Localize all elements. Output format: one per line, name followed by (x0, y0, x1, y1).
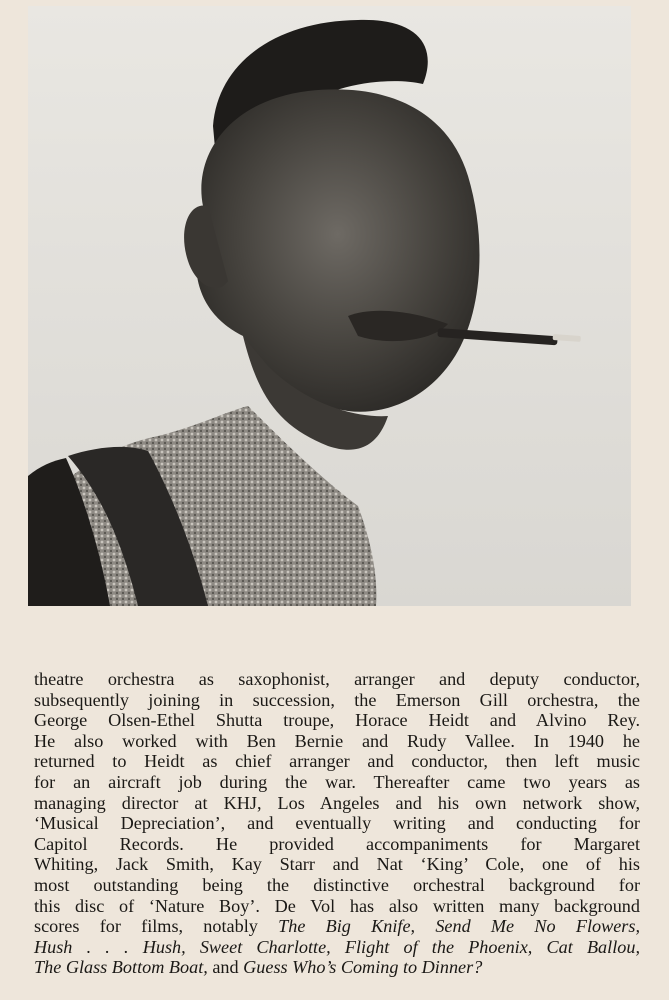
text-line (34, 937, 640, 958)
film-title-text: Guess Who’s Coming to Dinner? (243, 957, 483, 978)
body-text: scores for films, notably (34, 916, 279, 937)
text-line (34, 793, 640, 814)
portrait-photo (28, 6, 631, 606)
body-text: this disc of ‘Nature Boy’. De Vol has also written many background (34, 895, 640, 916)
text-line (34, 710, 640, 731)
text-line (34, 772, 640, 793)
body-text: subsequently joining in succession, the Emerson Gill orchestra, the (34, 689, 640, 710)
text-line (34, 813, 640, 834)
body-text: ‘Musical Depreciation’, and eventually writing and conducting for (34, 813, 640, 834)
body-text: George Olsen-Ethel Shutta troupe, Horace Heidt and Alvino Rey. (34, 710, 640, 731)
body-text: Whiting, Jack Smith, Kay Starr and Nat ‘King’ Cole, one of his (34, 854, 640, 875)
film-title-text: The Big Knife, Send Me No Flowers, (278, 916, 640, 937)
text-line (34, 751, 640, 772)
body-text: managing director at KHJ, Los Angeles and his own network show, (34, 792, 640, 813)
text-line (34, 957, 640, 978)
portrait-illustration (28, 6, 631, 606)
text-line (34, 834, 640, 855)
body-text: theatre orchestra as saxophonist, arranger and deputy conductor, (34, 669, 640, 689)
body-text: Capitol Records. He provided accompaniments for Margaret (34, 833, 640, 854)
body-text: and (207, 957, 244, 978)
text-line (34, 690, 640, 711)
text-line (34, 854, 640, 875)
text-line (34, 896, 640, 917)
film-title-text: Hush . . . Hush, Sweet Charlotte, Flight of the Phoenix, Cat Ballou, (34, 936, 640, 957)
text-line (34, 875, 640, 896)
text-line (34, 731, 640, 752)
film-title-text: The Glass Bottom Boat, (34, 957, 208, 978)
text-line (34, 916, 640, 937)
article-body (34, 669, 640, 978)
body-text: returned to Heidt as chief arranger and conductor, then left music (34, 751, 640, 772)
text-line (34, 669, 640, 690)
body-text: most outstanding being the distinctive orchestral background for (34, 874, 640, 895)
body-text: for an aircraft job during the war. Thereafter came two years as (34, 771, 640, 792)
body-text: He also worked with Ben Bernie and Rudy Vallee. In 1940 he (34, 730, 640, 751)
